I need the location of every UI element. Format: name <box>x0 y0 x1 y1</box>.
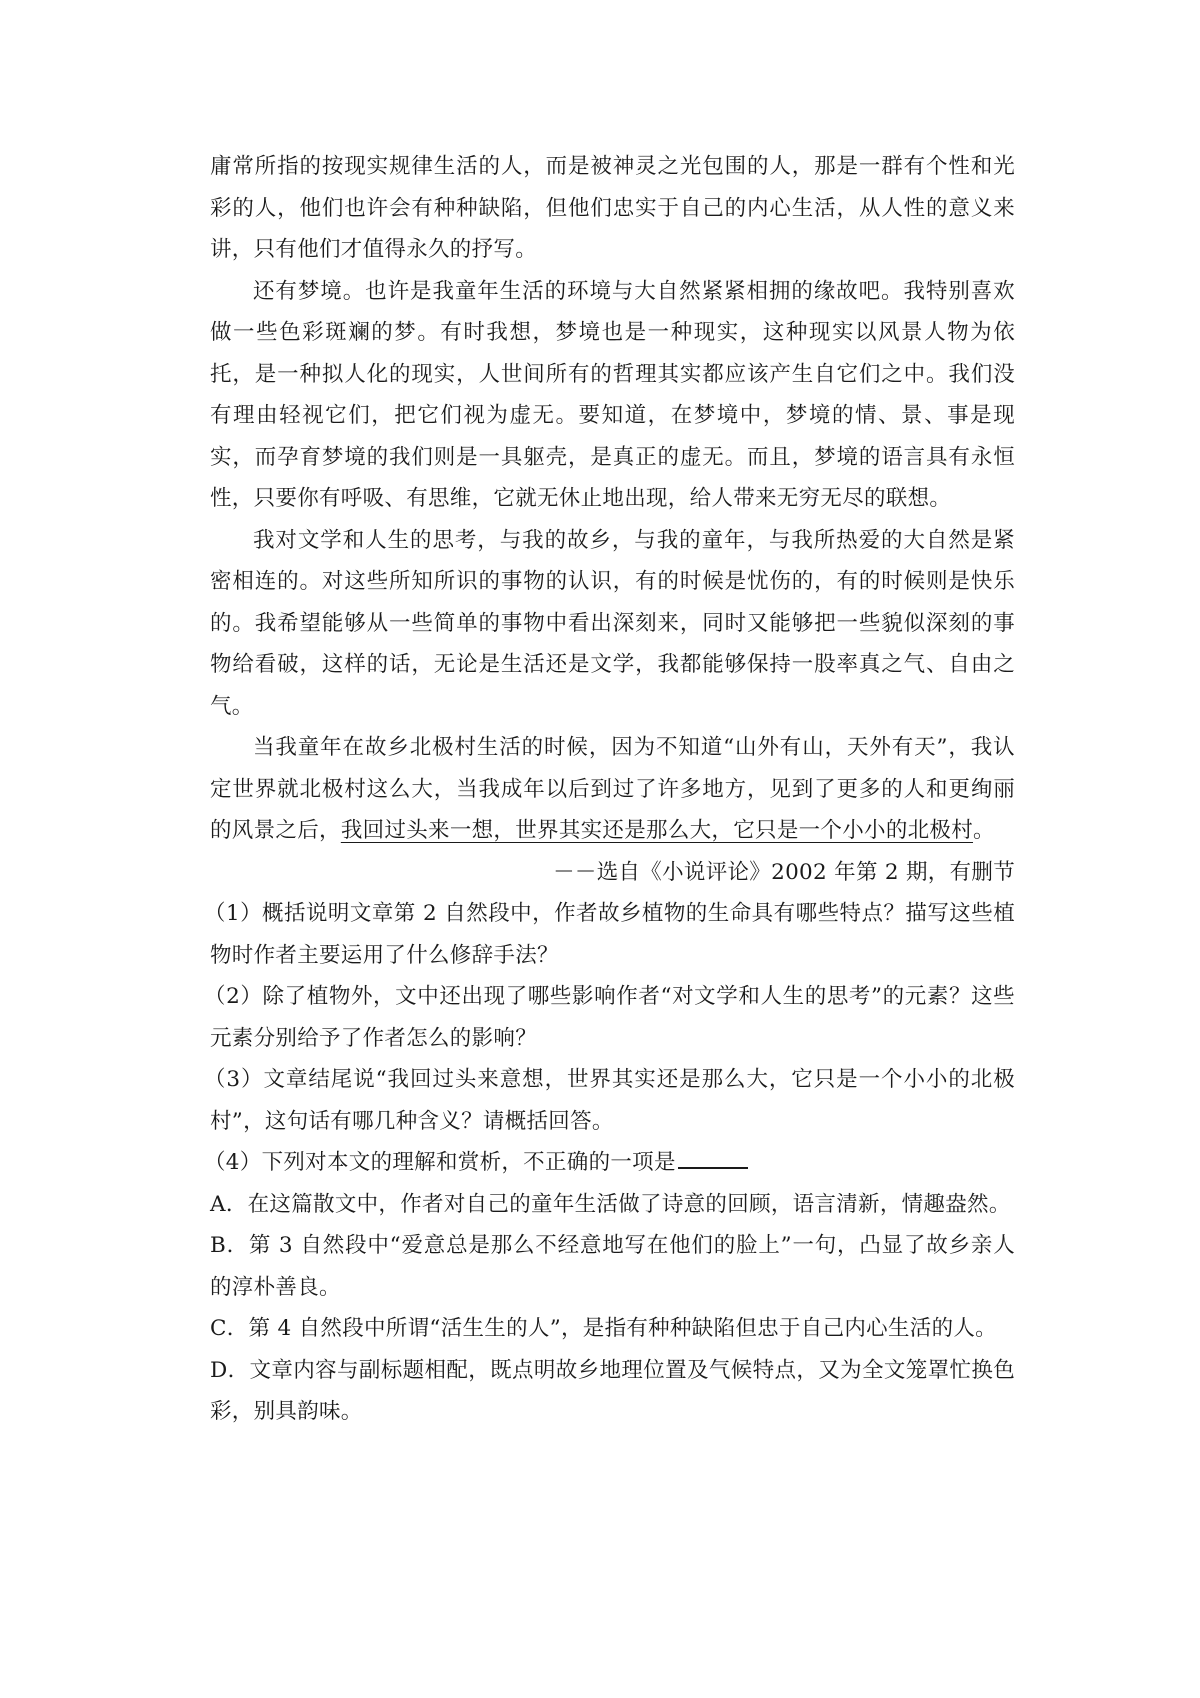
passage-paragraph-3: 我对文学和人生的思考，与我的故乡，与我的童年，与我所热爱的大自然是紧密相连的。对这些所知所识的事物的认识，有的时候是忧伤的，有的时候则是快乐的。我希望能够从一些简单的事物中看出深刻来，同时又能够把一些貌似深刻的事物给看破，这样的话，无论是生活还是文学，我都能够保持一股率真之气、自由之气。 <box>210 527 1015 719</box>
underlined-sentence: 我回过头来一想，世界其实还是那么大，它只是一个小小的北极村 <box>340 818 974 843</box>
passage-paragraph-1: 庸常所指的按现实规律生活的人，而是被神灵之光包围的人，那是一群有个性和光彩的人，他们也许会有种种缺陷，但他们忠实于自己的内心生活，从人性的意义来讲，只有他们才值得永久的抒写。 <box>210 154 1015 262</box>
source-citation: －－选自《小说评论》2002 年第 2 期，有删节 <box>553 859 1015 885</box>
question-2 <box>204 976 1015 1059</box>
option-c: C．第 4 自然段中所谓“活生生的人”，是指有种种缺陷但忠于自己内心生活的人。 <box>210 1316 997 1341</box>
paragraph-4-ending: 。 <box>973 818 995 843</box>
question-1-text: （1）概括说明文章第 2 自然段中，作者故乡植物的生命具有哪些特点？描写这些植物时作者主要运用了什么修辞手法？ <box>204 901 1015 968</box>
option-d: D．文章内容与副标题相配，既点明故乡地理位置及气候特点，又为全文笼罩忙换色彩，别具韵味。 <box>210 1357 1015 1424</box>
answer-blank[interactable] <box>678 1145 748 1169</box>
passage-paragraph-2: 还有梦境。也许是我童年生活的环境与大自然紧紧相拥的缘故吧。我特别喜欢做一些色彩斑斓的梦。有时我想，梦境也是一种现实，这种现实以风景人物为依托，是一种拟人化的现实，人世间所有的哲理其实都应该产生自它们之中。我们没有理由轻视它们，把它们视为虚无。要知道，在梦境中，梦境的情、景、事是现实，而孕育梦境的我们则是一具躯壳，是真正的虚无。而且，梦境的语言具有永恒性，只要你有呼吸、有思维，它就无休止地出现，给人带来无穷无尽的联想。 <box>210 278 1015 511</box>
question-4-text: （4）下列对本文的理解和赏析，不正确的一项是 <box>204 1150 676 1175</box>
paragraph-4-text: 当我童年在故乡北极村生活的时候，因为不知道“山外有山，天外有天”，我认定世界就北极村这么大，当我成年以后到过了许多地方，见到了更多的人和更绚丽的风景之后， <box>210 735 1015 843</box>
option-a: A．在这篇散文中，作者对自己的童年生活做了诗意的回顾，语言清新，情趣盎然。 <box>210 1191 1011 1217</box>
question-4 <box>204 1142 1015 1184</box>
passage-paragraph-4 <box>210 727 1015 852</box>
question-2-text: （2）除了植物外，文中还出现了哪些影响作者“对文学和人生的思考”的元素？这些元素分别给予了作者怎么的影响？ <box>204 984 1015 1051</box>
option-b: B．第 3 自然段中“爱意总是那么不经意地写在他们的脸上”一句，凸显了故乡亲人的淳朴善良。 <box>210 1233 1015 1300</box>
question-1 <box>204 893 1015 976</box>
question-3-text: （3）文章结尾说“我回过头来意想，世界其实还是那么大，它只是一个小小的北极村”，这句话有哪几种含义？请概括回答。 <box>204 1067 1015 1134</box>
document-body <box>204 146 1015 1433</box>
question-3 <box>204 1059 1015 1142</box>
